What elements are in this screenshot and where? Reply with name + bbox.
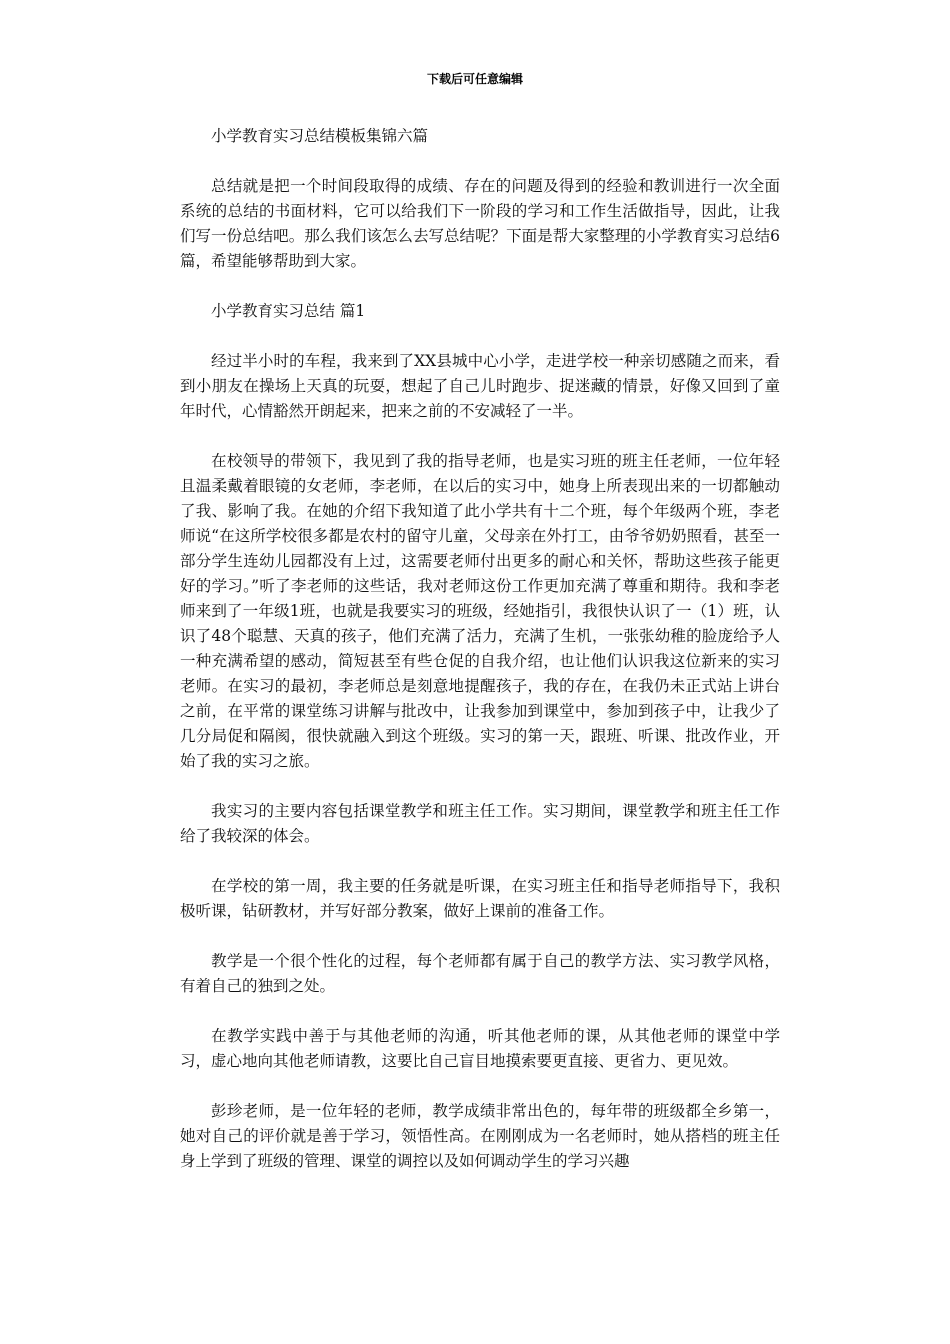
body-paragraph: 经过半小时的车程，我来到了XX县城中心小学，走进学校一种亲切感随之而来，看到小朋友在操场上天真的玩耍，想起了自己儿时跑步、捉迷藏的情景，好像又回到了童年时代，心情豁然开朗起来，把来之前的不安减轻了一半。 — [180, 352, 780, 420]
body-paragraph: 彭珍老师，是一位年轻的老师，教学成绩非常出色的，每年带的班级都全乡第一，她对自己的评价就是善于学习，领悟性高。在刚刚成为一名老师时，她从搭档的班主任身上学到了班级的管理、课堂的调控以及如何调动学生的学习兴趣 — [180, 1102, 780, 1170]
body-paragraph: 在教学实践中善于与其他老师的沟通，听其他老师的课，从其他老师的课堂中学习，虚心地向其他老师请教，这要比自己盲目地摸索要更直接、更省力、更见效。 — [180, 1027, 780, 1070]
document-title: 小学教育实习总结模板集锦六篇 — [211, 127, 429, 145]
section-title: 小学教育实习总结 篇1 — [211, 302, 366, 320]
intro-paragraph: 总结就是把一个时间段取得的成绩、存在的问题及得到的经验和教训进行一次全面系统的总结的书面材料，它可以给我们下一阶段的学习和工作生活做指导，因此，让我们写一份总结吧。那么我们该怎么去写总结呢？下面是帮大家整理的小学教育实习总结6篇，希望能够帮助到大家。 — [180, 177, 780, 270]
body-paragraph: 我实习的主要内容包括课堂教学和班主任工作。实习期间，课堂教学和班主任工作给了我较深的体会。 — [180, 802, 780, 845]
header-note: 下载后可任意编辑 — [426, 72, 523, 86]
body-paragraph: 在学校的第一周，我主要的任务就是听课，在实习班主任和指导老师指导下，我积极听课，钻研教材，并写好部分教案，做好上课前的准备工作。 — [180, 877, 780, 920]
body-paragraph: 教学是一个很个性化的过程，每个老师都有属于自己的教学方法、实习教学风格，有着自己的独到之处。 — [180, 952, 780, 995]
document-body — [180, 124, 780, 1199]
body-paragraph: 在校领导的带领下，我见到了我的指导老师，也是实习班的班主任老师，一位年轻且温柔戴着眼镜的女老师，李老师，在以后的实习中，她身上所表现出来的一切都触动了我、影响了我。在她的介绍下我知道了此小学共有十二个班，每个年级两个班，李老师说“在这所学校很多都是农村的留守儿童，父母亲在外打工，由爷爷奶奶照看，甚至一部分学生连幼儿园都没有上过，这需要老师付出更多的耐心和关怀，帮助这些孩子能更好的学习。”听了李老师的这些话，我对老师这份工作更加充满了尊重和期待。我和李老师来到了一年级1班，也就是我要实习的班级，经她指引，我很快认识了一（1）班，认识了48个聪慧、天真的孩子，他们充满了活力，充满了生机，一张张幼稚的脸庞给予人一种充满希望的感动，简短甚至有些仓促的自我介绍，也让他们认识我这位新来的实习老师。在实习的最初，李老师总是刻意地提醒孩子，我的存在，在我仍未正式站上讲台之前，在平常的课堂练习讲解与批改中，让我参加到课堂中，参加到孩子中，让我少了几分局促和隔阂，很快就融入到这个班级。实习的第一天，跟班、听课、批改作业，开始了我的实习之旅。 — [180, 452, 780, 770]
